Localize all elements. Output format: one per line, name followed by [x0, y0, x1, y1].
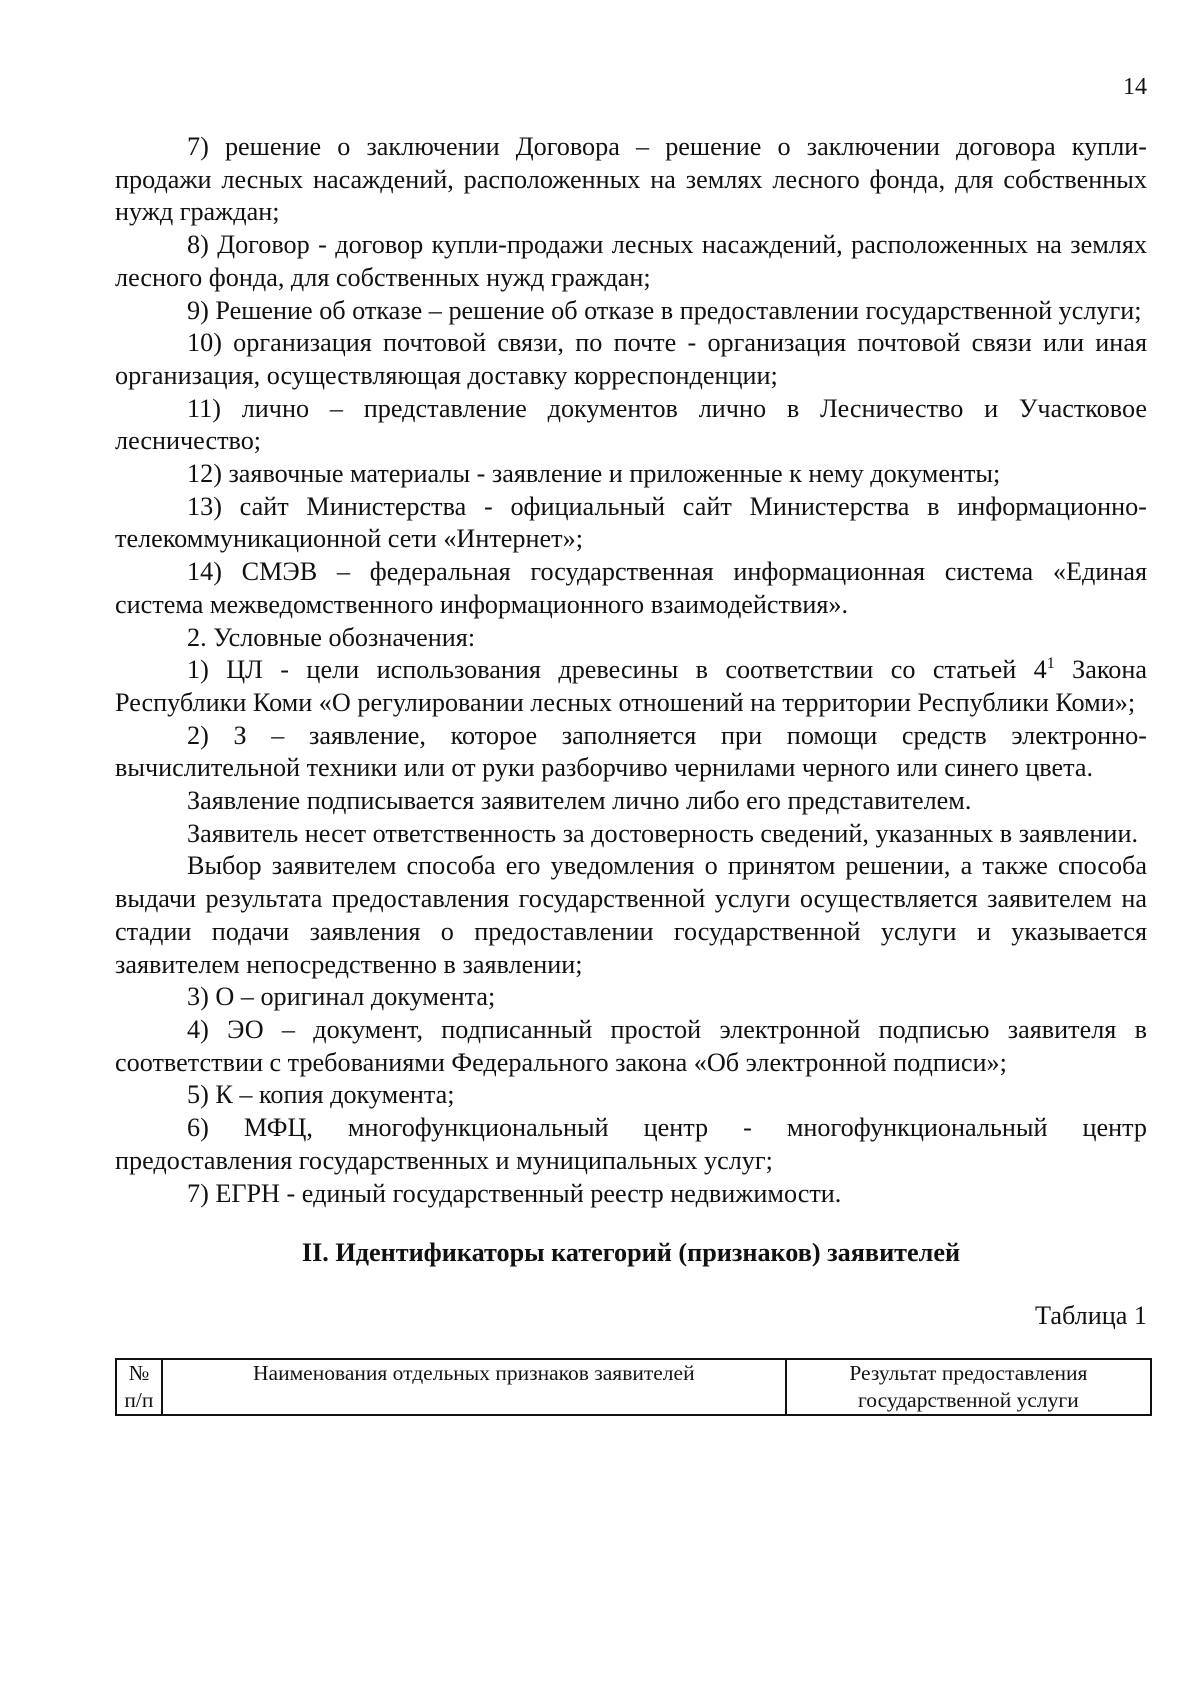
- paragraph-definition-7: 7) решение о заключении Договора – решение о заключении договора купли-продажи лесных насаждений, расположенных на землях лесного фонда, для собственных нужд граждан;: [115, 132, 1147, 227]
- table-header-applicant-attributes: Наименования отдельных признаков заявителей: [162, 1359, 786, 1415]
- paragraph-symbol-5: 5) К – копия документа;: [187, 1080, 455, 1110]
- symbol-1-text-before: 1) ЦЛ - цели использования древесины в соответствии со статьей 4: [187, 655, 1047, 685]
- paragraph-symbol-6: 6) МФЦ, многофункциональный центр - многофункциональный центр предоставления государственных и муниципальных услуг;: [115, 1113, 1147, 1175]
- paragraph-definition-9: 9) Решение об отказе – решение об отказе в предоставлении государственной услуги;: [187, 295, 1142, 325]
- paragraph-definition-13: 13) сайт Министерства - официальный сайт Министерства в информационно-телекоммуникационной сети «Интернет»;: [115, 491, 1147, 554]
- paragraph-symbol-2: 2) З – заявление, которое заполняется при помощи средств электронно-вычислительной техники или от руки разборчиво чернилами черного или синего цвета.: [115, 720, 1147, 783]
- table-header-service-result: Результат предоставления государственной услуги: [786, 1359, 1151, 1415]
- paragraph-symbol-1: [115, 654, 1147, 719]
- table-caption: Таблица 1: [1035, 1300, 1147, 1330]
- paragraph-symbol-4: 4) ЭО – документ, подписанный простой электронной подписью заявителя в соответствии с требованиями Федерального закона «Об электронной подписи»;: [115, 1014, 1147, 1077]
- paragraph-definition-8: 8) Договор - договор купли-продажи лесных насаждений, расположенных на землях лесного фонда, для собственных нужд граждан;: [115, 230, 1147, 292]
- paragraph-symbols-heading: 2. Условные обозначения:: [187, 622, 476, 652]
- section-heading: II. Идентификаторы категорий (признаков) заявителей: [301, 1238, 961, 1268]
- paragraph-responsibility-note: Заявитель несет ответственность за достоверность сведений, указанных в заявлении.: [187, 818, 1139, 848]
- paragraph-symbol-7: 7) ЕГРН - единый государственный реестр недвижимости.: [187, 1178, 842, 1208]
- table-header-number: № п/п: [116, 1359, 162, 1415]
- paragraph-notification-choice: Выбор заявителем способа его уведомления о принятом решении, а также способа выдачи результата предоставления государственной услуги осуществляется заявителем на стадии подачи заявления о предоставлении государственной услуги и указывается заявителем непосредственно в заявлении;: [115, 851, 1147, 979]
- page-number: 14: [1123, 74, 1147, 100]
- paragraph-symbol-3: 3) О – оригинал документа;: [187, 982, 496, 1012]
- paragraph-definition-11: 11) лично – представление документов лично в Лесничество и Участковое лесничество;: [115, 393, 1147, 456]
- superscript-article-index: 1: [1046, 655, 1055, 673]
- symbol-1-text-after: Закона Республики Коми «О регулировании лесных отношений на территории Республики Коми»;: [115, 655, 1147, 717]
- paragraph-signature-note: Заявление подписывается заявителем лично либо его представителем.: [187, 786, 972, 816]
- document-body: [115, 131, 1147, 1416]
- paragraph-definition-12: 12) заявочные материалы - заявление и приложенные к нему документы;: [187, 459, 1001, 489]
- paragraph-definition-10: 10) организация почтовой связи, по почте - организация почтовой связи или иная организация, осуществляющая доставку корреспонденции;: [115, 328, 1147, 390]
- paragraph-definition-14: 14) СМЭВ – федеральная государственная информационная система «Единая система межведомственного информационного взаимодействия».: [115, 557, 1147, 619]
- applicant-categories-table: [115, 1358, 1152, 1416]
- table-header-row: [116, 1359, 1151, 1415]
